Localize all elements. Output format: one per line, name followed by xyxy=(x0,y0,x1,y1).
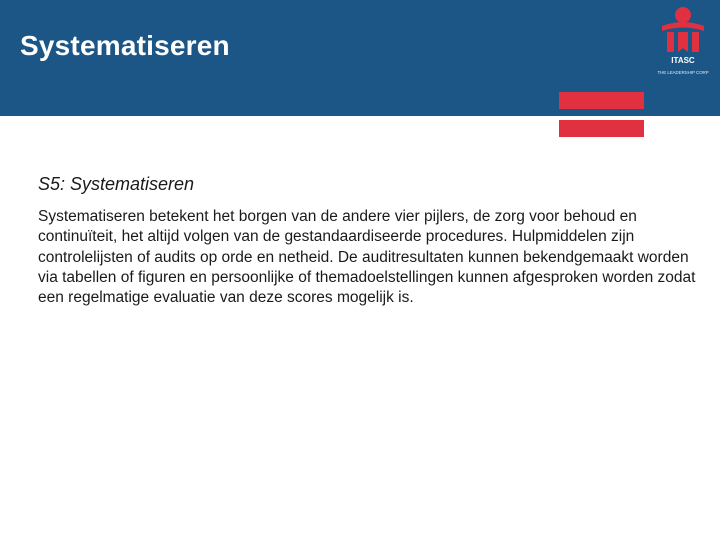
slide-body-text: Systematiseren betekent het borgen van de andere vier pijlers, de zorg voor behoud en continuïteit, het altijd volgen van de gestandaardiseerde procedures. Hulpmiddelen zijn controlelijsten of audits op orde en netheid. De auditresultaten kunnen bekendgemaakt worden via tabellen of figuren en persoonlijke of themadoelstellingen kunnen afgesproken worden zodat een regelmatige evaluatie van deze scores mogelijk is. xyxy=(38,208,696,307)
accent-bar-bottom xyxy=(559,120,644,137)
itasc-logo xyxy=(650,4,716,80)
slide-title: Systematiseren xyxy=(20,30,230,61)
slide-subtitle: S5: Systematiseren xyxy=(38,174,195,194)
logo-tagline: THE LEADERSHIP CORP xyxy=(657,70,709,75)
logo-mark-icon xyxy=(650,4,716,56)
logo-name: ITASC xyxy=(671,56,695,65)
accent-bar-top xyxy=(559,92,644,109)
